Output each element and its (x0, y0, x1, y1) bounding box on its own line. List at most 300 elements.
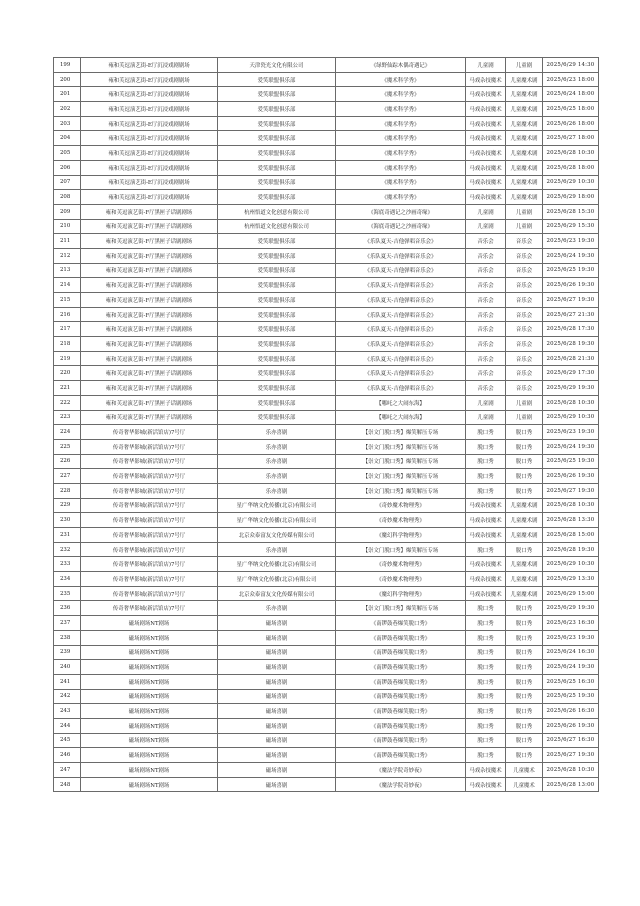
subcategory-cell: 脱口秀 (506, 601, 543, 616)
subcategory-cell: 儿童魔术剧 (506, 131, 543, 146)
organizer-cell: 爱笑联盟俱乐部 (218, 116, 336, 131)
row-number: 236 (54, 601, 81, 616)
show-title-cell: 《海底奇遇记之沙画奇缘》 (336, 219, 466, 234)
venue-cell: 传奇奢华影城(新活馆店)7号厅 (81, 425, 218, 440)
row-number: 218 (54, 337, 81, 352)
subcategory-cell: 儿童魔术剧 (506, 116, 543, 131)
show-title-cell: 《乐队夏天-吉他弹唱音乐会》 (336, 263, 466, 278)
subcategory-cell: 儿童魔术 (506, 777, 543, 792)
subcategory-cell: 音乐会 (506, 351, 543, 366)
datetime-cell: 2025/6/29 15:00 (543, 586, 599, 601)
organizer-cell: 磁场喜剧 (218, 689, 336, 704)
category-cell: 儿童剧 (466, 204, 506, 219)
organizer-cell: 爱笑联盟俱乐部 (218, 322, 336, 337)
category-cell: 脱口秀 (466, 645, 506, 660)
venue-cell: 雍和芙逗演艺街-E厅沉浸戏剧剧场 (81, 116, 218, 131)
table-row (54, 425, 599, 440)
table-row (54, 58, 599, 73)
datetime-cell: 2025/6/29 19:30 (543, 381, 599, 396)
row-number: 215 (54, 293, 81, 308)
venue-cell: 磁场剧场NT剧场 (81, 616, 218, 631)
organizer-cell: 磁场喜剧 (218, 674, 336, 689)
subcategory-cell: 脱口秀 (506, 704, 543, 719)
show-title-cell: 【崇文门脱口秀】爆笑解压专场 (336, 483, 466, 498)
table-row (54, 748, 599, 763)
datetime-cell: 2025/6/26 18:00 (543, 116, 599, 131)
organizer-cell: 磁场喜剧 (218, 645, 336, 660)
category-cell: 音乐会 (466, 263, 506, 278)
datetime-cell: 2025/6/23 19:30 (543, 630, 599, 645)
table-row (54, 601, 599, 616)
category-cell: 脱口秀 (466, 660, 506, 675)
subcategory-cell: 儿童魔术剧 (506, 513, 543, 528)
datetime-cell: 2025/6/27 18:00 (543, 131, 599, 146)
table-row (54, 204, 599, 219)
subcategory-cell: 音乐会 (506, 263, 543, 278)
datetime-cell: 2025/6/29 13:30 (543, 572, 599, 587)
table-row (54, 660, 599, 675)
venue-cell: 传奇奢华影城(新活馆店)7号厅 (81, 542, 218, 557)
subcategory-cell: 儿童剧 (506, 395, 543, 410)
organizer-cell: 爱笑联盟俱乐部 (218, 395, 336, 410)
datetime-cell: 2025/6/28 21:30 (543, 351, 599, 366)
table-row (54, 190, 599, 205)
table-row (54, 572, 599, 587)
subcategory-cell: 音乐会 (506, 381, 543, 396)
row-number: 211 (54, 234, 81, 249)
datetime-cell: 2025/6/23 19:30 (543, 234, 599, 249)
venue-cell: 雍和芙逗演艺街-F厅黑匣子话剧剧场 (81, 366, 218, 381)
subcategory-cell: 儿童魔术剧 (506, 586, 543, 601)
subcategory-cell: 儿童魔术剧 (506, 557, 543, 572)
category-cell: 音乐会 (466, 322, 506, 337)
category-cell: 马戏杂技魔术 (466, 763, 506, 778)
show-title-cell: 《乐队夏天-吉他弹唱音乐会》 (336, 381, 466, 396)
category-cell: 脱口秀 (466, 542, 506, 557)
subcategory-cell: 儿童魔术剧 (506, 572, 543, 587)
organizer-cell: 磁场喜剧 (218, 763, 336, 778)
organizer-cell: 杭州悟道文化创意有限公司 (218, 219, 336, 234)
venue-cell: 传奇奢华影城(新活馆店)7号厅 (81, 513, 218, 528)
datetime-cell: 2025/6/28 17:30 (543, 322, 599, 337)
show-title-cell: 《乐队夏天-吉他弹唱音乐会》 (336, 234, 466, 249)
organizer-cell: 爱笑联盟俱乐部 (218, 307, 336, 322)
datetime-cell: 2025/6/28 18:00 (543, 160, 599, 175)
show-title-cell: 【崇文门脱口秀】爆笑解压专场 (336, 542, 466, 557)
subcategory-cell: 儿童魔术剧 (506, 190, 543, 205)
datetime-cell: 2025/6/27 19:30 (543, 748, 599, 763)
datetime-cell: 2025/6/25 18:00 (543, 102, 599, 117)
subcategory-cell: 脱口秀 (506, 542, 543, 557)
venue-cell: 雍和芙逗演艺街-E厅沉浸戏剧剧场 (81, 175, 218, 190)
venue-cell: 磁场剧场NT剧场 (81, 660, 218, 675)
show-title-cell: 《乐队夏天-吉他弹唱音乐会》 (336, 248, 466, 263)
venue-cell: 磁场剧场NT剧场 (81, 777, 218, 792)
venue-cell: 磁场剧场NT剧场 (81, 674, 218, 689)
category-cell: 马戏杂技魔术 (466, 175, 506, 190)
show-title-cell: 《魔幻科学物理秀》 (336, 528, 466, 543)
row-number: 208 (54, 190, 81, 205)
datetime-cell: 2025/6/26 19:30 (543, 718, 599, 733)
show-title-cell: 【哪吒之大闹东海】 (336, 410, 466, 425)
table-row (54, 733, 599, 748)
category-cell: 脱口秀 (466, 748, 506, 763)
subcategory-cell: 脱口秀 (506, 483, 543, 498)
show-title-cell: 《南锣鼓巷爆笑脱口秀》 (336, 718, 466, 733)
venue-cell: 磁场剧场NT剧场 (81, 689, 218, 704)
venue-cell: 雍和芙逗演艺街-E厅沉浸戏剧剧场 (81, 146, 218, 161)
category-cell: 马戏杂技魔术 (466, 102, 506, 117)
row-number: 226 (54, 454, 81, 469)
show-title-cell: 《南锣鼓巷爆笑脱口秀》 (336, 733, 466, 748)
organizer-cell: 爱笑联盟俱乐部 (218, 72, 336, 87)
row-number: 231 (54, 528, 81, 543)
organizer-cell: 爱笑联盟俱乐部 (218, 293, 336, 308)
datetime-cell: 2025/6/28 15:00 (543, 528, 599, 543)
venue-cell: 磁场剧场NT剧场 (81, 748, 218, 763)
venue-cell: 雍和芙逗演艺街-E厅沉浸戏剧剧场 (81, 190, 218, 205)
datetime-cell: 2025/6/26 19:30 (543, 469, 599, 484)
category-cell: 脱口秀 (466, 704, 506, 719)
show-title-cell: 【崇文门脱口秀】爆笑解压专场 (336, 454, 466, 469)
row-number: 241 (54, 674, 81, 689)
subcategory-cell: 脱口秀 (506, 718, 543, 733)
datetime-cell: 2025/6/24 19:30 (543, 439, 599, 454)
table-row (54, 645, 599, 660)
subcategory-cell: 儿童魔术剧 (506, 87, 543, 102)
subcategory-cell: 音乐会 (506, 337, 543, 352)
category-cell: 音乐会 (466, 381, 506, 396)
row-number: 227 (54, 469, 81, 484)
show-title-cell: 《南锣鼓巷爆笑脱口秀》 (336, 748, 466, 763)
venue-cell: 雍和芙逗演艺街-E厅沉浸戏剧剧场 (81, 160, 218, 175)
row-number: 221 (54, 381, 81, 396)
venue-cell: 雍和芙逗演艺街-E厅沉浸戏剧剧场 (81, 87, 218, 102)
schedule-table (53, 57, 599, 792)
category-cell: 音乐会 (466, 278, 506, 293)
subcategory-cell: 儿童魔术剧 (506, 498, 543, 513)
venue-cell: 传奇奢华影城(新活馆店)7号厅 (81, 469, 218, 484)
subcategory-cell: 脱口秀 (506, 748, 543, 763)
venue-cell: 雍和芙逗演艺街-F厅黑匣子话剧剧场 (81, 381, 218, 396)
row-number: 246 (54, 748, 81, 763)
row-number: 209 (54, 204, 81, 219)
category-cell: 音乐会 (466, 366, 506, 381)
row-number: 213 (54, 263, 81, 278)
table-row (54, 528, 599, 543)
organizer-cell: 爱笑联盟俱乐部 (218, 351, 336, 366)
row-number: 217 (54, 322, 81, 337)
subcategory-cell: 脱口秀 (506, 454, 543, 469)
datetime-cell: 2025/6/24 19:30 (543, 248, 599, 263)
show-title-cell: 《乐队夏天-吉他弹唱音乐会》 (336, 322, 466, 337)
organizer-cell: 爱笑联盟俱乐部 (218, 410, 336, 425)
row-number: 237 (54, 616, 81, 631)
show-title-cell: 《魔术科学秀》 (336, 175, 466, 190)
venue-cell: 雍和芙逗演艺街-F厅黑匣子话剧剧场 (81, 234, 218, 249)
category-cell: 脱口秀 (466, 733, 506, 748)
row-number: 247 (54, 763, 81, 778)
datetime-cell: 2025/6/28 10:30 (543, 146, 599, 161)
table-row (54, 219, 599, 234)
table-row (54, 557, 599, 572)
category-cell: 脱口秀 (466, 718, 506, 733)
category-cell: 马戏杂技魔术 (466, 777, 506, 792)
organizer-cell: 爱笑联盟俱乐部 (218, 337, 336, 352)
category-cell: 脱口秀 (466, 439, 506, 454)
table-row (54, 483, 599, 498)
subcategory-cell: 脱口秀 (506, 660, 543, 675)
show-title-cell: 《魔术科学秀》 (336, 190, 466, 205)
venue-cell: 雍和芙逗演艺街-F厅黑匣子话剧剧场 (81, 263, 218, 278)
organizer-cell: 北京众泰富友文化传媒有限公司 (218, 528, 336, 543)
subcategory-cell: 脱口秀 (506, 616, 543, 631)
organizer-cell: 爱笑联盟俱乐部 (218, 87, 336, 102)
venue-cell: 传奇奢华影城(新活馆店)7号厅 (81, 483, 218, 498)
table-row (54, 263, 599, 278)
category-cell: 脱口秀 (466, 689, 506, 704)
row-number: 225 (54, 439, 81, 454)
organizer-cell: 磁场喜剧 (218, 630, 336, 645)
show-title-cell: 《乐队夏天-吉他弹唱音乐会》 (336, 351, 466, 366)
venue-cell: 雍和芙逗演艺街-E厅沉浸戏剧剧场 (81, 102, 218, 117)
category-cell: 儿童剧 (466, 395, 506, 410)
category-cell: 马戏杂技魔术 (466, 72, 506, 87)
show-title-cell: 《南锣鼓巷爆笑脱口秀》 (336, 674, 466, 689)
show-title-cell: 《奇妙魔术物理秀》 (336, 557, 466, 572)
show-title-cell: 《南锣鼓巷爆笑脱口秀》 (336, 630, 466, 645)
table-row (54, 351, 599, 366)
organizer-cell: 乐亦喜剧 (218, 469, 336, 484)
organizer-cell: 磁场喜剧 (218, 718, 336, 733)
row-number: 248 (54, 777, 81, 792)
show-title-cell: 《魔法学院奇妙夜》 (336, 777, 466, 792)
subcategory-cell: 脱口秀 (506, 469, 543, 484)
category-cell: 儿童剧 (466, 58, 506, 73)
venue-cell: 雍和芙逗演艺街-F厅黑匣子话剧剧场 (81, 322, 218, 337)
category-cell: 脱口秀 (466, 469, 506, 484)
table-row (54, 248, 599, 263)
row-number: 199 (54, 58, 81, 73)
category-cell: 马戏杂技魔术 (466, 572, 506, 587)
venue-cell: 雍和芙逗演艺街-F厅黑匣子话剧剧场 (81, 248, 218, 263)
venue-cell: 传奇奢华影城(新活馆店)7号厅 (81, 498, 218, 513)
show-title-cell: 《魔术科学秀》 (336, 131, 466, 146)
organizer-cell: 乐亦喜剧 (218, 483, 336, 498)
subcategory-cell: 脱口秀 (506, 689, 543, 704)
table-row (54, 293, 599, 308)
category-cell: 马戏杂技魔术 (466, 146, 506, 161)
subcategory-cell: 儿童剧 (506, 219, 543, 234)
table-row (54, 777, 599, 792)
subcategory-cell: 脱口秀 (506, 630, 543, 645)
show-title-cell: 《奇妙魔术物理秀》 (336, 513, 466, 528)
category-cell: 音乐会 (466, 351, 506, 366)
organizer-cell: 爱笑联盟俱乐部 (218, 131, 336, 146)
table-row (54, 307, 599, 322)
table-row (54, 513, 599, 528)
row-number: 200 (54, 72, 81, 87)
row-number: 216 (54, 307, 81, 322)
organizer-cell: 爱笑联盟俱乐部 (218, 381, 336, 396)
show-title-cell: 《魔术科学秀》 (336, 146, 466, 161)
category-cell: 马戏杂技魔术 (466, 190, 506, 205)
category-cell: 音乐会 (466, 337, 506, 352)
datetime-cell: 2025/6/28 19:30 (543, 542, 599, 557)
row-number: 207 (54, 175, 81, 190)
category-cell: 音乐会 (466, 248, 506, 263)
show-title-cell: 《魔术科学秀》 (336, 102, 466, 117)
table-row (54, 116, 599, 131)
organizer-cell: 磁场喜剧 (218, 733, 336, 748)
venue-cell: 雍和芙逗演艺街-F厅黑匣子话剧剧场 (81, 395, 218, 410)
datetime-cell: 2025/6/26 19:30 (543, 278, 599, 293)
table-row (54, 586, 599, 601)
category-cell: 脱口秀 (466, 454, 506, 469)
row-number: 243 (54, 704, 81, 719)
venue-cell: 雍和芙逗演艺街-F厅黑匣子话剧剧场 (81, 337, 218, 352)
category-cell: 脱口秀 (466, 674, 506, 689)
datetime-cell: 2025/6/29 10:30 (543, 557, 599, 572)
datetime-cell: 2025/6/23 19:30 (543, 425, 599, 440)
row-number: 239 (54, 645, 81, 660)
datetime-cell: 2025/6/28 13:00 (543, 777, 599, 792)
datetime-cell: 2025/6/29 14:30 (543, 58, 599, 73)
table-row (54, 454, 599, 469)
organizer-cell: 爱笑联盟俱乐部 (218, 146, 336, 161)
table-row (54, 72, 599, 87)
show-title-cell: 《乐队夏天-吉他弹唱音乐会》 (336, 366, 466, 381)
venue-cell: 雍和芙逗演艺街-F厅黑匣子话剧剧场 (81, 219, 218, 234)
datetime-cell: 2025/6/29 10:30 (543, 410, 599, 425)
subcategory-cell: 儿童剧 (506, 410, 543, 425)
show-title-cell: 《魔术科学秀》 (336, 72, 466, 87)
datetime-cell: 2025/6/29 10:30 (543, 175, 599, 190)
venue-cell: 雍和芙逗演艺街-F厅黑匣子话剧剧场 (81, 278, 218, 293)
venue-cell: 传奇奢华影城(新活馆店)7号厅 (81, 439, 218, 454)
table-row (54, 175, 599, 190)
venue-cell: 磁场剧场NT剧场 (81, 630, 218, 645)
organizer-cell: 磁场喜剧 (218, 660, 336, 675)
subcategory-cell: 脱口秀 (506, 674, 543, 689)
subcategory-cell: 音乐会 (506, 293, 543, 308)
organizer-cell: 星广华纳文化传播(北京)有限公司 (218, 513, 336, 528)
venue-cell: 雍和芙逗演艺街-E厅沉浸戏剧剧场 (81, 58, 218, 73)
table-row (54, 160, 599, 175)
organizer-cell: 磁场喜剧 (218, 704, 336, 719)
category-cell: 马戏杂技魔术 (466, 116, 506, 131)
organizer-cell: 爱笑联盟俱乐部 (218, 278, 336, 293)
venue-cell: 雍和芙逗演艺街-F厅黑匣子话剧剧场 (81, 293, 218, 308)
row-number: 229 (54, 498, 81, 513)
row-number: 222 (54, 395, 81, 410)
show-title-cell: 【崇文门脱口秀】爆笑解压专场 (336, 425, 466, 440)
venue-cell: 雍和芙逗演艺街-E厅沉浸戏剧剧场 (81, 72, 218, 87)
venue-cell: 雍和芙逗演艺街-F厅黑匣子话剧剧场 (81, 410, 218, 425)
venue-cell: 雍和芙逗演艺街-E厅沉浸戏剧剧场 (81, 131, 218, 146)
category-cell: 音乐会 (466, 234, 506, 249)
organizer-cell: 乐亦喜剧 (218, 439, 336, 454)
table-row (54, 366, 599, 381)
table-row (54, 395, 599, 410)
venue-cell: 磁场剧场NT剧场 (81, 733, 218, 748)
datetime-cell: 2025/6/27 19:30 (543, 483, 599, 498)
table-row (54, 87, 599, 102)
organizer-cell: 乐亦喜剧 (218, 542, 336, 557)
show-title-cell: 《魔术科学秀》 (336, 87, 466, 102)
show-title-cell: 《南锣鼓巷爆笑脱口秀》 (336, 616, 466, 631)
subcategory-cell: 儿童魔术剧 (506, 146, 543, 161)
venue-cell: 磁场剧场NT剧场 (81, 645, 218, 660)
row-number: 240 (54, 660, 81, 675)
show-title-cell: 【崇文门脱口秀】爆笑解压专场 (336, 601, 466, 616)
organizer-cell: 乐亦喜剧 (218, 601, 336, 616)
venue-cell: 磁场剧场NT剧场 (81, 704, 218, 719)
subcategory-cell: 音乐会 (506, 322, 543, 337)
show-title-cell: 《海底奇遇记之沙画奇缘》 (336, 204, 466, 219)
show-title-cell: 《绿野仙踪木偶奇遇记》 (336, 58, 466, 73)
datetime-cell: 2025/6/23 18:00 (543, 72, 599, 87)
organizer-cell: 乐亦喜剧 (218, 454, 336, 469)
category-cell: 马戏杂技魔术 (466, 528, 506, 543)
table-row (54, 630, 599, 645)
organizer-cell: 天津瓷光文化有限公司 (218, 58, 336, 73)
category-cell: 儿童剧 (466, 410, 506, 425)
table-row (54, 234, 599, 249)
show-title-cell: 《魔幻科学物理秀》 (336, 586, 466, 601)
category-cell: 马戏杂技魔术 (466, 513, 506, 528)
subcategory-cell: 脱口秀 (506, 645, 543, 660)
datetime-cell: 2025/6/24 16:30 (543, 645, 599, 660)
row-number: 224 (54, 425, 81, 440)
organizer-cell: 磁场喜剧 (218, 616, 336, 631)
table-row (54, 131, 599, 146)
organizer-cell: 爱笑联盟俱乐部 (218, 248, 336, 263)
show-title-cell: 《南锣鼓巷爆笑脱口秀》 (336, 645, 466, 660)
category-cell: 脱口秀 (466, 630, 506, 645)
row-number: 206 (54, 160, 81, 175)
organizer-cell: 爱笑联盟俱乐部 (218, 175, 336, 190)
row-number: 233 (54, 557, 81, 572)
organizer-cell: 磁场喜剧 (218, 748, 336, 763)
category-cell: 脱口秀 (466, 616, 506, 631)
category-cell: 马戏杂技魔术 (466, 87, 506, 102)
organizer-cell: 爱笑联盟俱乐部 (218, 263, 336, 278)
venue-cell: 传奇奢华影城(新活馆店)7号厅 (81, 572, 218, 587)
datetime-cell: 2025/6/24 19:30 (543, 660, 599, 675)
table-row (54, 322, 599, 337)
row-number: 201 (54, 87, 81, 102)
datetime-cell: 2025/6/25 19:30 (543, 689, 599, 704)
category-cell: 马戏杂技魔术 (466, 131, 506, 146)
row-number: 219 (54, 351, 81, 366)
table-row (54, 498, 599, 513)
venue-cell: 传奇奢华影城(新活馆店)7号厅 (81, 528, 218, 543)
category-cell: 音乐会 (466, 293, 506, 308)
datetime-cell: 2025/6/29 17:30 (543, 366, 599, 381)
organizer-cell: 爱笑联盟俱乐部 (218, 190, 336, 205)
venue-cell: 雍和芙逗演艺街-F厅黑匣子话剧剧场 (81, 307, 218, 322)
show-title-cell: 《乐队夏天-吉他弹唱音乐会》 (336, 278, 466, 293)
datetime-cell: 2025/6/28 10:30 (543, 395, 599, 410)
row-number: 242 (54, 689, 81, 704)
organizer-cell: 星广华纳文化传播(北京)有限公司 (218, 572, 336, 587)
row-number: 232 (54, 542, 81, 557)
subcategory-cell: 音乐会 (506, 278, 543, 293)
organizer-cell: 爱笑联盟俱乐部 (218, 234, 336, 249)
datetime-cell: 2025/6/28 19:30 (543, 337, 599, 352)
organizer-cell: 星广华纳文化传播(北京)有限公司 (218, 498, 336, 513)
